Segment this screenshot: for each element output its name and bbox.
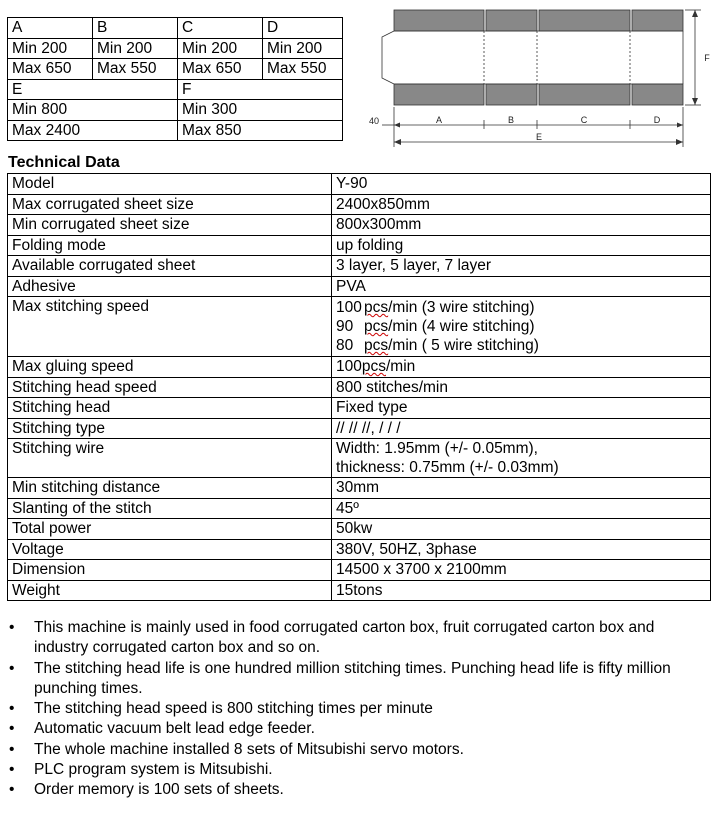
label-d: D (653, 115, 661, 125)
spec-label: Voltage (8, 539, 332, 560)
dimension-table (7, 17, 343, 141)
dim-row-max-2 (8, 120, 343, 141)
table-row (8, 256, 711, 277)
dim-row-min (8, 38, 343, 59)
list-item: • Order memory is 100 sets of sheets. (0, 780, 712, 800)
speed-line: 80 pcs/min ( 5 wire stitching) (336, 337, 539, 354)
spec-value: 3 layer, 5 layer, 7 layer (332, 256, 711, 277)
label-a: A (435, 115, 443, 125)
list-item: • Automatic vacuum belt lead edge feeder. (0, 719, 712, 739)
table-row (8, 439, 711, 478)
spec-value: 30mm (332, 478, 711, 499)
spec-value: 2400x850mm (332, 194, 711, 215)
dim-cell: Min 200 (8, 38, 93, 59)
spec-value: // // //, / / / (332, 418, 711, 439)
dim-cell: B (93, 18, 178, 39)
table-row (8, 174, 711, 195)
spec-label: Stitching type (8, 418, 332, 439)
table-row (8, 519, 711, 540)
glue-tab (382, 31, 394, 84)
label-e: E (535, 132, 543, 142)
flap-top-d (632, 10, 683, 31)
spec-label: Weight (8, 580, 332, 601)
flap-top-a (394, 10, 484, 31)
dim-row-max (8, 59, 343, 80)
spec-label: Dimension (8, 560, 332, 581)
technical-data-table (7, 173, 711, 601)
table-row (8, 276, 711, 297)
table-row (8, 580, 711, 601)
spec-value: PVA (332, 276, 711, 297)
spec-label: Adhesive (8, 276, 332, 297)
table-row (8, 215, 711, 236)
spec-label: Available corrugated sheet (8, 256, 332, 277)
flap-bottom-d (632, 84, 683, 105)
list-item: • PLC program system is Mitsubishi. (0, 760, 712, 780)
table-row (8, 498, 711, 519)
dim-cell: Min 200 (263, 38, 343, 59)
dim-cell: Max 650 (8, 59, 93, 80)
spec-value: 800x300mm (332, 215, 711, 236)
dim-cell: Max 550 (93, 59, 178, 80)
dim-row-letters-2 (8, 79, 343, 100)
spec-value: 45º (332, 498, 711, 519)
dim-row-min-2 (8, 100, 343, 121)
table-row (8, 418, 711, 439)
spec-label: Max gluing speed (8, 357, 332, 378)
table-row (8, 377, 711, 398)
table-row (8, 560, 711, 581)
flap-top-b (486, 10, 537, 31)
spec-value (332, 297, 711, 357)
spec-value: 50kw (332, 519, 711, 540)
spec-label: Min stitching distance (8, 478, 332, 499)
spec-label: Max corrugated sheet size (8, 194, 332, 215)
label-b: B (507, 115, 515, 125)
speed-line: 100 pcs/min (3 wire stitching) (336, 299, 535, 316)
table-row (8, 194, 711, 215)
dim-cell: Max 650 (178, 59, 263, 80)
flap-top-c (539, 10, 630, 31)
dim-row-letters (8, 18, 343, 39)
spec-label: Total power (8, 519, 332, 540)
spec-label: Stitching head (8, 398, 332, 419)
spec-value: 800 stitches/min (332, 377, 711, 398)
table-row (8, 297, 711, 357)
list-item: • The stitching head speed is 800 stitching times per minute (0, 699, 712, 719)
spec-value: Fixed type (332, 398, 711, 419)
dim-cell: Max 2400 (8, 120, 178, 141)
spec-value: Y-90 (332, 174, 711, 195)
table-row (8, 235, 711, 256)
spec-value: 14500 x 3700 x 2100mm (332, 560, 711, 581)
spec-label: Slanting of the stitch (8, 498, 332, 519)
speed-line: 90 pcs/min (4 wire stitching) (336, 318, 535, 335)
spec-label: Model (8, 174, 332, 195)
spec-value: up folding (332, 235, 711, 256)
flap-bottom-c (539, 84, 630, 105)
label-c: C (580, 115, 588, 125)
dim-cell: F (178, 79, 343, 100)
dim-cell: Min 200 (178, 38, 263, 59)
spec-label: Max stitching speed (8, 297, 332, 357)
table-row (8, 478, 711, 499)
table-row (8, 398, 711, 419)
dim-cell: Min 200 (93, 38, 178, 59)
spec-value: Width: 1.95mm (+/- 0.05mm), thickness: 0.75mm (+/- 0.03mm) (332, 439, 711, 478)
dim-cell: Max 550 (263, 59, 343, 80)
dim-cell: Max 850 (178, 120, 343, 141)
spec-label: Stitching head speed (8, 377, 332, 398)
table-row (8, 357, 711, 378)
dim-cell: E (8, 79, 178, 100)
table-row (8, 539, 711, 560)
dim-cell: D (263, 18, 343, 39)
list-item: • The stitching head life is one hundred million stitching times. Punching head life is fifty million punching times. (0, 659, 712, 700)
spec-value: 380V, 50HZ, 3phase (332, 539, 711, 560)
list-item: • This machine is mainly used in food corrugated carton box, fruit corrugated carton box and industry corrugated carton box and so on. (0, 618, 712, 659)
spec-label: Folding mode (8, 235, 332, 256)
spec-label: Min corrugated sheet size (8, 215, 332, 236)
dim-cell: A (8, 18, 93, 39)
dim-cell: Min 800 (8, 100, 178, 121)
spec-label: Stitching wire (8, 439, 332, 478)
label-f: F (704, 53, 710, 63)
spec-value: 15tons (332, 580, 711, 601)
spec-value: 100pcs/min (332, 357, 711, 378)
sheet-dimension-diagram (365, 7, 715, 152)
list-item: • The whole machine installed 8 sets of Mitsubishi servo motors. (0, 740, 712, 760)
dim-cell: C (178, 18, 263, 39)
flap-bottom-a (394, 84, 484, 105)
section-title: Technical Data (8, 154, 120, 171)
feature-list (0, 618, 712, 801)
dim-cell: Min 300 (178, 100, 343, 121)
flap-bottom-b (486, 84, 537, 105)
label-offset: 40 (368, 116, 380, 126)
